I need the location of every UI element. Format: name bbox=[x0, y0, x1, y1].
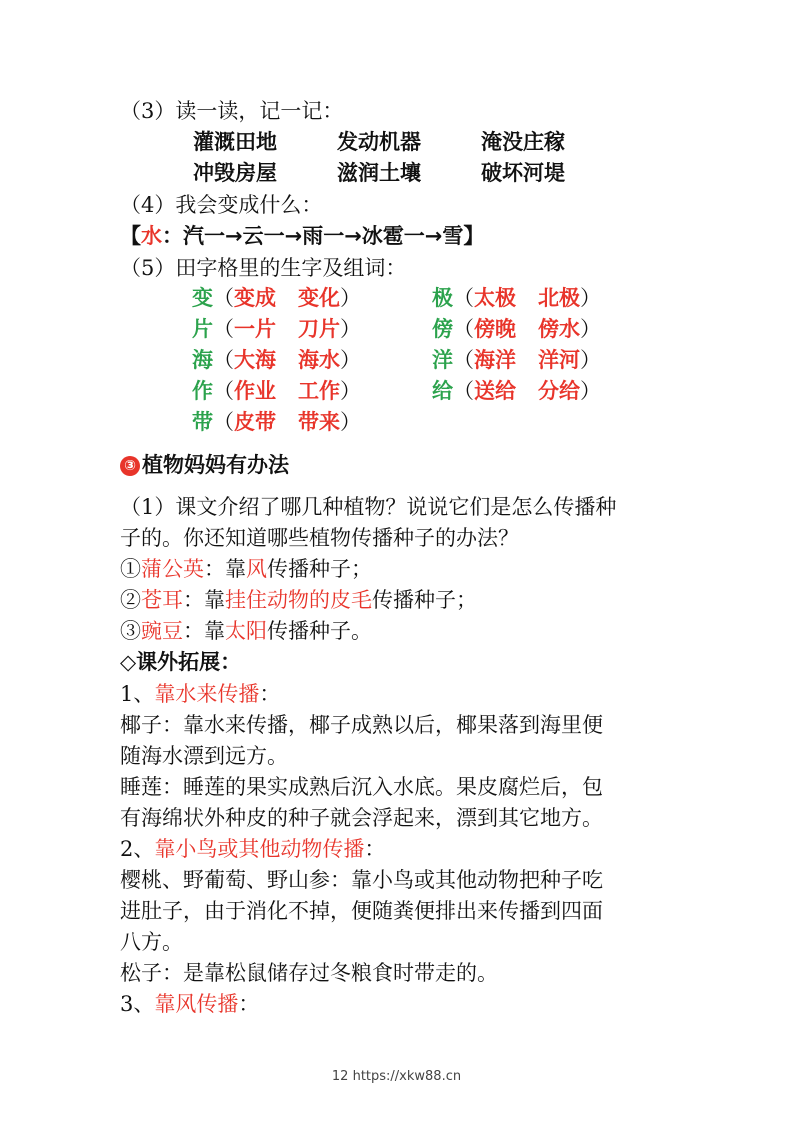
vocab-word: 作业 bbox=[234, 379, 276, 403]
vocab-word: 傍晚 bbox=[474, 317, 516, 341]
plant-name: 蒲公英 bbox=[141, 557, 204, 581]
vocab-word: 傍水 bbox=[538, 317, 580, 341]
water-chain bbox=[120, 222, 484, 250]
water-key: 水 bbox=[141, 224, 162, 248]
paren-open: （ bbox=[213, 379, 234, 403]
vocab-char: 极 bbox=[432, 286, 453, 310]
answer-number: ① bbox=[120, 557, 141, 581]
paren-close: ） bbox=[340, 379, 361, 403]
vocab-word: 海洋 bbox=[474, 348, 516, 372]
paren-close: ） bbox=[580, 379, 601, 403]
method-colon: ： bbox=[238, 992, 260, 1016]
plant-name: 苍耳 bbox=[141, 588, 183, 612]
phrase-6: 破坏河堤 bbox=[481, 161, 565, 185]
question-line-2: 子的。你还知道哪些植物传播种子的办法？ bbox=[120, 526, 519, 550]
lotus-text-2: 有海绵状外种皮的种子就会浮起来，漂到其它地方。 bbox=[120, 806, 603, 830]
vocab-word: 洋河 bbox=[538, 348, 580, 372]
method-1 bbox=[120, 680, 280, 708]
paren-open: （ bbox=[213, 286, 234, 310]
paren-open: （ bbox=[453, 379, 474, 403]
answer-pre: ：靠 bbox=[183, 619, 225, 643]
lotus-text-1: 睡莲：睡莲的果实成熟后沉入水底。果皮腐烂后，包 bbox=[120, 775, 603, 799]
paren-close: ） bbox=[340, 286, 361, 310]
paren-close: ） bbox=[580, 317, 601, 341]
paren-close: ） bbox=[340, 317, 361, 341]
answer-row bbox=[120, 555, 372, 583]
vocab-char: 片 bbox=[192, 317, 213, 341]
paren-open: （ bbox=[453, 286, 474, 310]
answer-post: 传播种子。 bbox=[267, 619, 372, 643]
answer-pre: ：靠 bbox=[204, 557, 246, 581]
pine-text: 松子：是靠松鼠储存过冬粮食时带走的。 bbox=[120, 961, 498, 985]
dispersal-method: 风 bbox=[246, 557, 267, 581]
page-footer: 12 https://xkw88.cn bbox=[331, 1069, 462, 1084]
vocab-char: 带 bbox=[192, 410, 213, 434]
phrase-2: 发动机器 bbox=[337, 130, 421, 154]
vocab-char: 作 bbox=[192, 379, 213, 403]
answer-post: 传播种子； bbox=[372, 588, 477, 612]
phrase-4: 冲毁房屋 bbox=[193, 161, 277, 185]
vocab-word: 工作 bbox=[298, 379, 340, 403]
paren-close: ） bbox=[580, 286, 601, 310]
section-4-heading: （4）我会变成什么： bbox=[120, 193, 323, 217]
vocab-entry bbox=[192, 408, 361, 436]
method-number: 2、 bbox=[120, 837, 155, 861]
vocab-word: 送给 bbox=[474, 379, 516, 403]
vocab-word: 皮带 bbox=[234, 410, 276, 434]
paren-open: （ bbox=[213, 348, 234, 372]
answer-row bbox=[120, 586, 477, 614]
method-colon: ： bbox=[364, 837, 386, 861]
method-number: 3、 bbox=[120, 992, 155, 1016]
answer-number: ② bbox=[120, 588, 141, 612]
paren-open: （ bbox=[453, 348, 474, 372]
vocab-word: 太极 bbox=[474, 286, 516, 310]
lesson-number-badge: ③ bbox=[120, 456, 140, 476]
method-label: 靠小鸟或其他动物传播 bbox=[154, 837, 365, 861]
answer-row bbox=[120, 617, 372, 645]
cherry-text-2: 进肚子，由于消化不掉，便随粪便排出来传播到四面 bbox=[120, 899, 603, 923]
cherry-text-3: 八方。 bbox=[120, 930, 183, 954]
vocab-char: 变 bbox=[192, 286, 213, 310]
vocab-char: 洋 bbox=[432, 348, 453, 372]
section-5-heading: （5）田字格里的生字及组词： bbox=[120, 256, 407, 280]
vocab-word: 海水 bbox=[298, 348, 340, 372]
vocab-char: 给 bbox=[432, 379, 453, 403]
vocab-word: 带来 bbox=[298, 410, 340, 434]
lesson-title: 植物妈妈有办法 bbox=[142, 453, 289, 477]
vocab-entry bbox=[432, 377, 601, 405]
bracket-open: 【 bbox=[120, 224, 141, 248]
method-colon: ： bbox=[259, 682, 281, 706]
method-number: 1、 bbox=[120, 682, 155, 706]
paren-close: ） bbox=[340, 410, 361, 434]
paren-close: ） bbox=[580, 348, 601, 372]
answer-post: 传播种子； bbox=[267, 557, 372, 581]
vocab-entry bbox=[192, 315, 361, 343]
vocab-word: 刀片 bbox=[298, 317, 340, 341]
vocab-char: 傍 bbox=[432, 317, 453, 341]
paren-open: （ bbox=[213, 410, 234, 434]
vocab-word: 一片 bbox=[234, 317, 276, 341]
paren-open: （ bbox=[213, 317, 234, 341]
phrase-1: 灌溉田地 bbox=[193, 130, 277, 154]
chain-colon: ： bbox=[162, 224, 183, 248]
vocab-word: 分给 bbox=[538, 379, 580, 403]
cherry-text-1: 樱桃、野葡萄、野山参：靠小鸟或其他动物把种子吃 bbox=[120, 868, 603, 892]
vocab-word: 北极 bbox=[538, 286, 580, 310]
paren-open: （ bbox=[453, 317, 474, 341]
vocab-entry bbox=[192, 284, 361, 312]
answer-number: ③ bbox=[120, 619, 141, 643]
water-transform-chain: 汽一→云一→雨一→冰雹一→雪 bbox=[183, 224, 464, 248]
method-label: 靠水来传播 bbox=[154, 682, 260, 706]
vocab-char: 海 bbox=[192, 348, 213, 372]
method-3 bbox=[120, 990, 259, 1018]
question-line-1: （1）课文介绍了哪几种植物？说说它们是怎么传播种 bbox=[120, 495, 617, 519]
vocab-entry bbox=[192, 377, 361, 405]
lesson-title-line bbox=[120, 451, 289, 479]
vocab-entry bbox=[192, 346, 361, 374]
plant-name: 豌豆 bbox=[141, 619, 183, 643]
dispersal-method: 挂住动物的皮毛 bbox=[225, 588, 372, 612]
paren-close: ） bbox=[340, 348, 361, 372]
section-3-heading: （3）读一读，记一记： bbox=[120, 99, 344, 123]
phrase-5: 滋润土壤 bbox=[337, 161, 421, 185]
method-2 bbox=[120, 835, 385, 863]
vocab-entry bbox=[432, 346, 601, 374]
coconut-text-1: 椰子：靠水来传播，椰子成熟以后，椰果落到海里便 bbox=[120, 713, 603, 737]
vocab-entry bbox=[432, 284, 601, 312]
answer-pre: ：靠 bbox=[183, 588, 225, 612]
method-label: 靠风传播 bbox=[154, 992, 239, 1016]
extension-heading: ◇课外拓展： bbox=[120, 650, 242, 674]
vocab-word: 大海 bbox=[234, 348, 276, 372]
coconut-text-2: 随海水漂到远方。 bbox=[120, 744, 288, 768]
dispersal-method: 太阳 bbox=[225, 619, 267, 643]
vocab-word: 变成 bbox=[234, 286, 276, 310]
vocab-word: 变化 bbox=[298, 286, 340, 310]
phrase-3: 淹没庄稼 bbox=[481, 130, 565, 154]
vocab-entry bbox=[432, 315, 601, 343]
bracket-close: 】 bbox=[463, 224, 485, 248]
